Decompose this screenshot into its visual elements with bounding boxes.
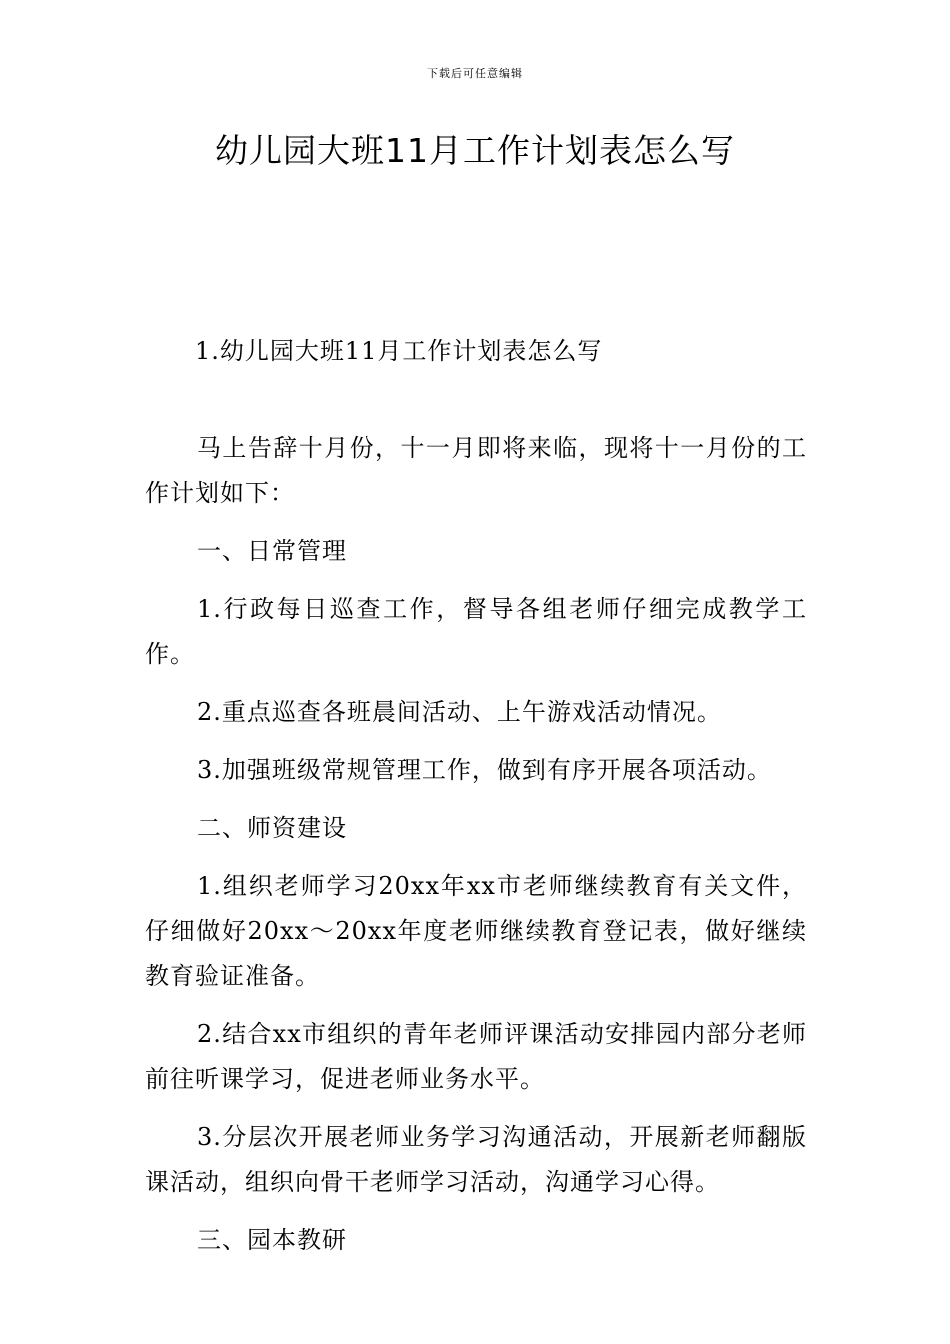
document-body	[145, 426, 807, 1276]
heading-teacher-development: 二、师资建设	[197, 814, 347, 842]
list-item: 3.加强班级常规管理工作，做到有序开展各项活动。	[197, 756, 772, 784]
heading-school-research: 三、园本教研	[197, 1226, 347, 1254]
heading-daily-management: 一、日常管理	[197, 537, 347, 565]
list-item: 1.行政每日巡查工作，督导各组老师仔细完成教学工作。	[145, 595, 807, 668]
list-item: 2.重点巡查各班晨间活动、上午游戏活动情况。	[197, 698, 722, 726]
list-item: 1.组织老师学习20xx年xx市老师继续教育有关文件，仔细做好20xx～20xx年度老师继续教育登记表，做好继续教育验证准备。	[145, 872, 807, 990]
list-item: 3.分层次开展老师业务学习沟通活动，开展新老师翻版课活动，组织向骨干老师学习活动，沟通学习心得。	[145, 1123, 807, 1196]
list-item: 2.结合xx市组织的青年老师评课活动安排园内部分老师前往听课学习，促进老师业务水平。	[145, 1020, 807, 1093]
intro-paragraph: 马上告辞十月份，十一月即将来临，现将十一月份的工作计划如下：	[145, 434, 807, 507]
section-title: 1.幼儿园大班11月工作计划表怎么写	[195, 337, 603, 365]
document-title: 幼儿园大班11月工作计划表怎么写	[215, 131, 735, 170]
page-header-note: 下载后可任意编辑	[427, 67, 523, 80]
